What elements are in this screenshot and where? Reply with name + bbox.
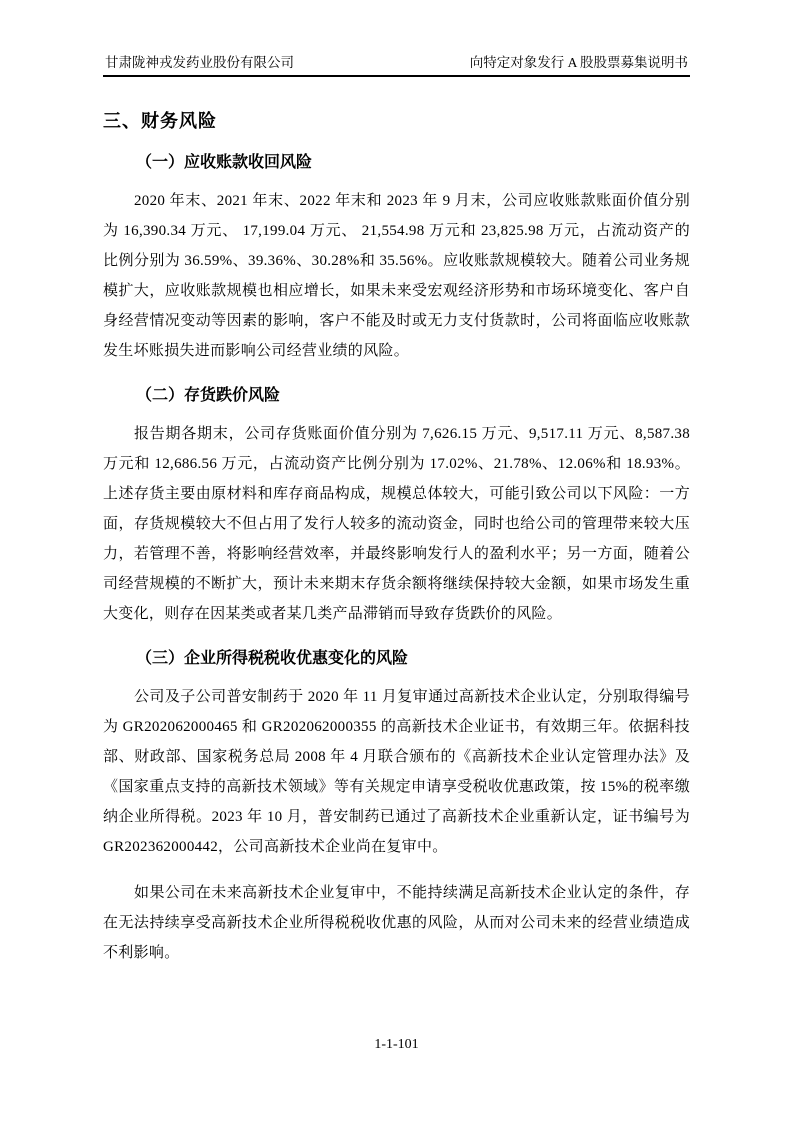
section-heading-tax-incentive-risk: （三）企业所得税税收优惠变化的风险 bbox=[136, 650, 409, 667]
chapter-title: 三、财务风险 bbox=[103, 111, 217, 131]
header-doc-type: 向特定对象发行 A 股股票募集说明书 bbox=[469, 55, 688, 70]
paragraph-receivables-risk: 2020 年末、2021 年末、2022 年末和 2023 年 9 月末，公司应收账款账面价值分别为 16,390.34 万元、 17,199.04 万元、 21,554.98 万元和 23,825.98 万元，占流动资产的比例分别为 36.59%、39.36%、30.28%和 35.56%。应收账款规模较大。随着公司业务规模扩大，应收账款规模也相应增长，如果未来受宏观经济形势和市场环境变化、客户自身经营情况变动等因素的影响，客户不能及时或无力支付货款时，公司将面临应收账款发生坏账损失进而影响公司经营业绩的风险。 bbox=[103, 193, 690, 359]
page-number: 1-1-101 bbox=[374, 1037, 419, 1052]
header-divider bbox=[103, 75, 690, 77]
paragraph-inventory-risk: 报告期各期末，公司存货账面价值分别为 7,626.15 万元、9,517.11 万元、8,587.38 万元和 12,686.56 万元，占流动资产比例分别为 17.02%、21.78%、12.06%和 18.93%。上述存货主要由原材料和库存商品构成，规模总体较大，可能引致公司以下风险：一方面，存货规模较大不但占用了发行人较多的流动资金，同时也给公司的管理带来较大压力，若管理不善，将影响经营效率，并最终影响发行人的盈利水平；另一方面，随着公司经营规模的不断扩大，预计未来期末存货余额将继续保持较大金额，如果市场发生重大变化，则存在因某类或者某几类产品滞销而导致存货跌价的风险。 bbox=[103, 426, 690, 622]
section-heading-receivables-risk: （一）应收账款收回风险 bbox=[136, 154, 313, 171]
section-heading-inventory-risk: （二）存货跌价风险 bbox=[136, 387, 281, 404]
page-header bbox=[103, 54, 690, 75]
paragraph-tax-incentive-certification: 公司及子公司普安制药于 2020 年 11 月复审通过高新技术企业认定，分别取得编号为 GR202062000465 和 GR202062000355 的高新技术企业证书，有效期三年。依据科技部、财政部、国家税务总局 2008 年 4 月联合颁布的《高新技术企业认定管理办法》及《国家重点支持的高新技术领域》等有关规定申请享受税收优惠政策，按 15%的税率缴纳企业所得税。2023 年 10 月，普安制药已通过了高新技术企业重新认定，证书编号为 GR202362000442，公司高新技术企业尚在复审中。 bbox=[103, 689, 690, 855]
paragraph-tax-incentive-review-risk: 如果公司在未来高新技术企业复审中，不能持续满足高新技术企业认定的条件，存在无法持续享受高新技术企业所得税税收优惠的风险，从而对公司未来的经营业绩造成不利影响。 bbox=[103, 885, 690, 961]
page-footer bbox=[0, 1036, 793, 1053]
header-company-name: 甘肃陇神戎发药业股份有限公司 bbox=[105, 55, 294, 70]
